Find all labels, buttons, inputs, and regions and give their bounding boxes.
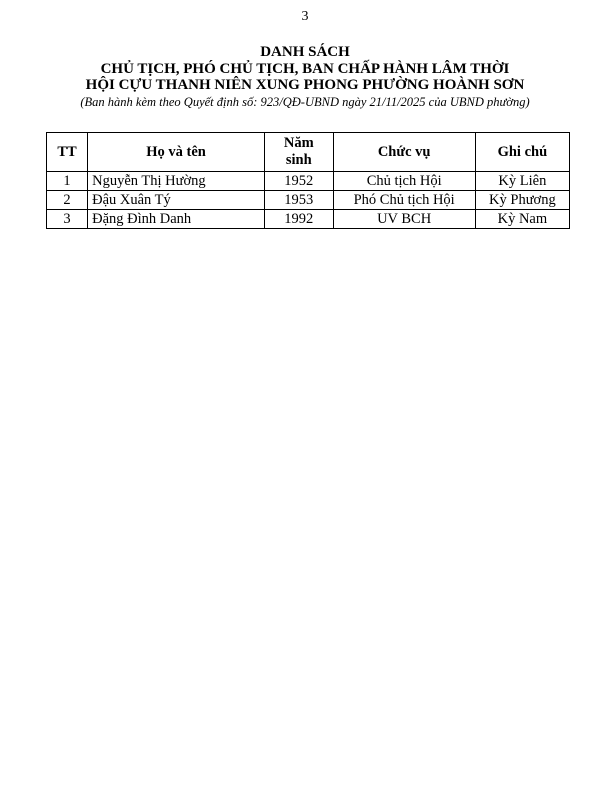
header-tt: TT <box>47 133 88 172</box>
cell-name: Nguyễn Thị Hường <box>88 172 265 191</box>
document-subtitle-1: CHỦ TỊCH, PHÓ CHỦ TỊCH, BAN CHẤP HÀNH LÂM THỜI <box>100 60 510 77</box>
document-decision-note: (Ban hành kèm theo Quyết định số: 923/QĐ-UBND ngày 21/11/2025 của UBND phường) <box>80 94 530 109</box>
cell-birth-year: 1992 <box>264 210 333 229</box>
cell-note: Kỳ Liên <box>475 172 569 191</box>
document-header <box>0 44 610 110</box>
table-header-row <box>47 133 570 172</box>
cell-role: Chủ tịch Hội <box>333 172 475 191</box>
cell-role: Phó Chủ tịch Hội <box>333 191 475 210</box>
cell-tt: 1 <box>47 172 88 191</box>
cell-tt: 3 <box>47 210 88 229</box>
page-number: 3 <box>301 9 309 24</box>
cell-note: Kỳ Nam <box>475 210 569 229</box>
table-row <box>47 172 570 191</box>
header-birth-year-line2: sinh <box>285 152 312 168</box>
cell-name: Đậu Xuân Tý <box>88 191 265 210</box>
header-birth-year <box>264 133 333 172</box>
header-name: Họ và tên <box>88 133 265 172</box>
table-row <box>47 210 570 229</box>
document-subtitle-2: HỘI CỰU THANH NIÊN XUNG PHONG PHƯỜNG HOÀNH SƠN <box>85 77 525 93</box>
header-birth-year-line1: Năm <box>283 135 314 151</box>
cell-role: UV BCH <box>333 210 475 229</box>
header-note: Ghi chú <box>475 133 569 172</box>
document-title: DANH SÁCH <box>260 44 350 60</box>
cell-name: Đặng Đình Danh <box>88 210 265 229</box>
cell-tt: 2 <box>47 191 88 210</box>
cell-birth-year: 1953 <box>264 191 333 210</box>
table-row <box>47 191 570 210</box>
cell-birth-year: 1952 <box>264 172 333 191</box>
cell-note: Kỳ Phương <box>475 191 569 210</box>
members-table <box>46 132 570 229</box>
header-role: Chức vụ <box>333 133 475 172</box>
